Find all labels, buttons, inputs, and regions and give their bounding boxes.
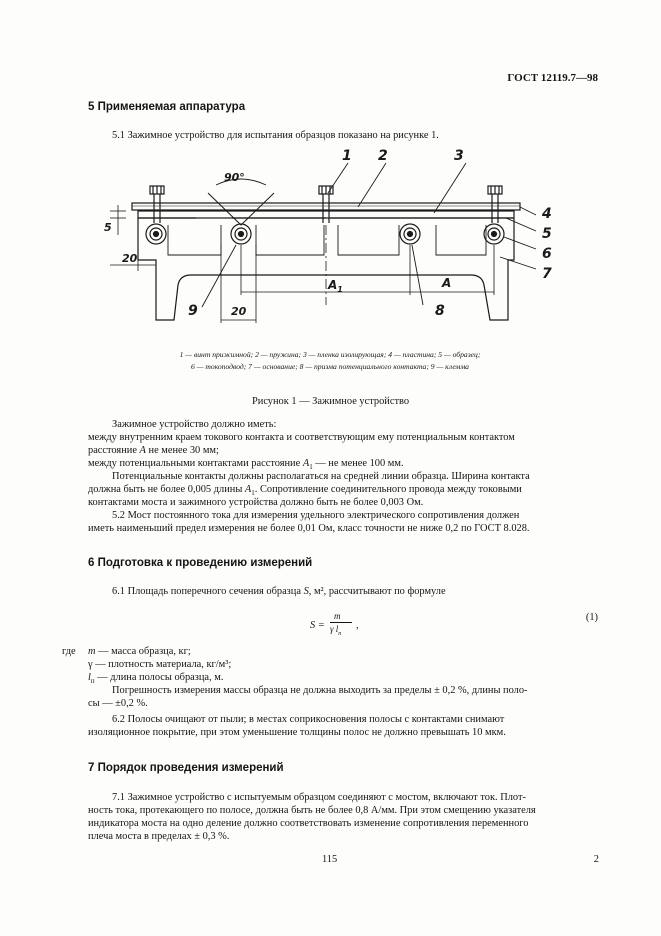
plate-top — [132, 203, 520, 210]
base-recesses — [168, 225, 486, 255]
dim-5: 5 — [104, 221, 112, 234]
para-6-1: 6.1 Площадь поперечного сечения образца S, м², рассчитывают по формуле — [112, 586, 446, 597]
page-number-right: 2 — [593, 854, 599, 865]
callout-4: 4 — [542, 206, 552, 222]
figure-legend-line-1: 1 — винт прижимной; 2 — пружина; 3 — пленка изолирующая; 4 — пластина; 5 — образец; — [179, 350, 481, 359]
pc-line-1: Потенциальные контакты должны располагаться на средней линии образца. Ширина контакта — [112, 471, 530, 482]
callout-1: 1 — [342, 148, 352, 164]
req-2: между потенциальными контактами расстояние $A_1$ — не менее 100 мм. — [88, 458, 404, 472]
where-m: m — масса образца, кг; — [88, 646, 191, 657]
para-7-1-line-1: 7.1 Зажимное устройство с испытуемым образцом соединяют с мостом, включают ток. Плот- — [112, 792, 526, 803]
callout-5: 5 — [542, 226, 552, 242]
req-intro: Зажимное устройство должно иметь: — [112, 419, 277, 430]
callout-6: 6 — [542, 246, 552, 262]
para-5-2-line-2: иметь наименьший предел измерения не более 0,01 Ом, класс точности не ниже 0,2 по ГОСТ 8.028. — [88, 523, 530, 534]
current-lead-left — [146, 224, 166, 244]
page-number-center: 115 — [322, 854, 338, 865]
where-l: $l_п$ — длина полосы образца, м. — [88, 672, 224, 686]
formula-1: S = m γ $l_п$ , — [310, 611, 359, 637]
callout-7: 7 — [542, 266, 552, 282]
section-6-title: 6 Подготовка к проведению измерений — [88, 557, 313, 569]
para-6-2-line-2: изоляционное покрытие, при этом уменьшение толщины полос не должно превышать 10 мкм. — [88, 727, 506, 738]
req-1a: между внутренним краем токового контакта и соответствующим ему потенциальным контактом — [88, 432, 515, 443]
figure-legend-line-2: 6 — токоподвод; 7 — основание; 8 — призма потенциального контакта; 9 — клемма — [191, 362, 469, 371]
callout-8: 8 — [435, 303, 445, 319]
plate-lower — [138, 211, 514, 218]
section-7-title: 7 Порядок проведения измерений — [88, 762, 284, 774]
para-5-2-line-1: 5.2 Мост постоянного тока для измерения удельного электрического сопротивления должен — [112, 510, 520, 521]
terminal-left — [231, 224, 251, 244]
para-7-1-line-2: ность тока, протекающего по полосе, должна быть не более 0,8 А/мм. При этом смещению указателя — [88, 805, 536, 816]
dim-a1: $A_1$ — [328, 278, 343, 294]
callout-2: 2 — [378, 148, 388, 164]
where-lead: где — [62, 646, 76, 657]
current-lead-right — [484, 224, 504, 244]
error-line-1: Погрешность измерения массы образца не должна выходить за пределы ± 0,2 %, длины поло- — [112, 685, 528, 696]
figure-caption: Рисунок 1 — Зажимное устройство — [251, 396, 410, 407]
dim-20-bottom: 20 — [231, 305, 247, 318]
dim-20-left: 20 — [122, 252, 138, 265]
dim-a: A — [442, 276, 452, 290]
para-5-1: 5.1 Зажимное устройство для испытания образцов показано на рисунке 1. — [112, 130, 439, 141]
dim-angle: 90° — [224, 171, 245, 184]
error-line-2: сы — ±0,2 %. — [88, 698, 148, 709]
pc-line-3: контактами моста и зажимного устройства должно быть не более 0,003 Ом. — [88, 497, 424, 508]
pc-line-2: должна быть не более 0,005 длины $A_1$. Сопротивление соединительного провода между токовыми — [88, 484, 522, 498]
formula-number: (1) — [585, 612, 598, 623]
para-7-1-line-4: плеча моста в пределах ± 0,3 %. — [88, 831, 230, 842]
section-5-title: 5 Применяемая аппаратура — [88, 101, 246, 113]
para-7-1-line-3: индикатора моста на одно деление должно соответствовать изменение сопротивления переменного — [88, 818, 529, 829]
figure-clamping-device — [96, 145, 576, 325]
para-6-2-line-1: 6.2 Полосы очищают от пыли; в местах соприкосновения полосы с контактами снимают — [112, 714, 505, 725]
req-1b: расстояние A не менее 30 мм; — [88, 445, 219, 456]
where-gamma: γ — плотность материала, кг/м³; — [88, 659, 232, 670]
doc-code: ГОСТ 12119.7—98 — [507, 72, 598, 84]
prism-right — [400, 224, 420, 244]
callout-9: 9 — [188, 303, 198, 319]
callout-3: 3 — [454, 148, 464, 164]
